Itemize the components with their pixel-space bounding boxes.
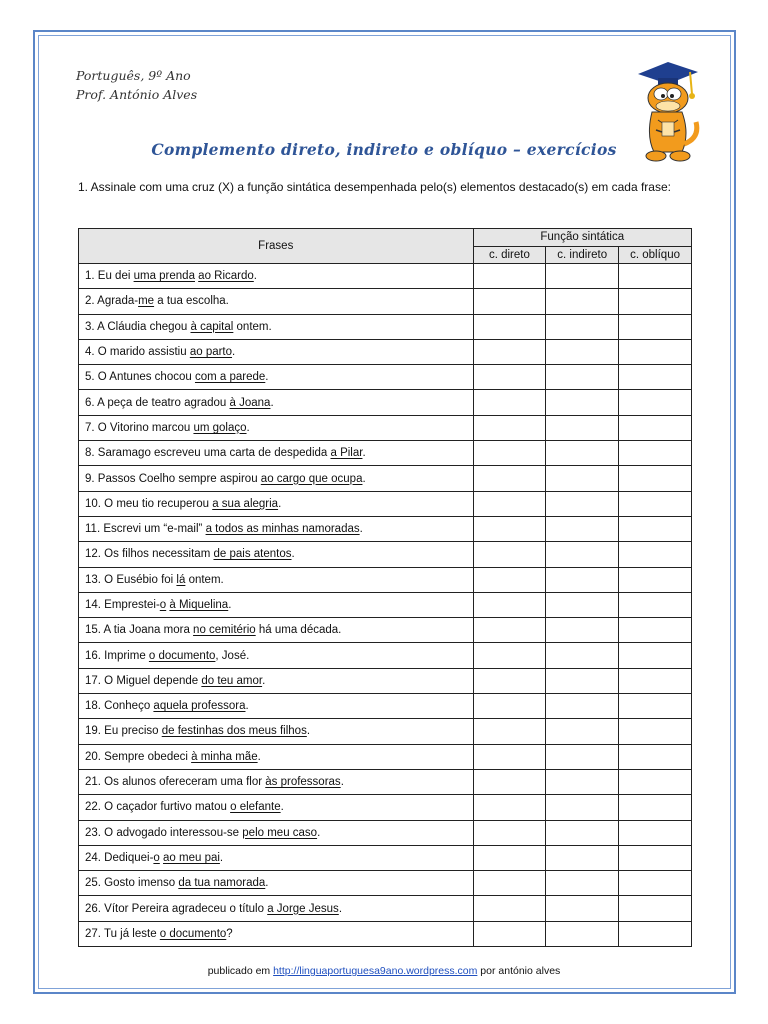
phrase-text: . bbox=[362, 447, 366, 460]
highlighted-element: um golaço bbox=[193, 421, 247, 434]
phrase-text: 1. Eu dei bbox=[85, 270, 134, 283]
phrase-text: 19. Eu preciso bbox=[85, 725, 162, 738]
answer-cell-c-indireto[interactable] bbox=[546, 516, 619, 541]
answer-cell-c-direto[interactable] bbox=[473, 592, 546, 617]
phrase-text: . bbox=[306, 725, 311, 738]
phrase-text: 8. Saramago escreveu uma carta de despedida bbox=[85, 447, 331, 460]
phrase-cell bbox=[79, 618, 474, 643]
table-row bbox=[79, 795, 692, 820]
highlighted-element: o bbox=[153, 851, 160, 864]
phrase-cell bbox=[79, 441, 474, 466]
phrase-text: 15. A tia Joana mora bbox=[85, 624, 194, 637]
phrase-cell bbox=[79, 896, 474, 921]
footer-suffix: por antónio alves bbox=[477, 965, 561, 977]
answer-cell-c-direto[interactable] bbox=[473, 744, 546, 769]
phrase-cell bbox=[79, 871, 474, 896]
answer-cell-c-obliquo[interactable] bbox=[619, 668, 692, 693]
answer-cell-c-indireto[interactable] bbox=[546, 542, 619, 567]
phrase-text: . bbox=[291, 548, 295, 561]
table-row bbox=[79, 441, 692, 466]
answer-cell-c-direto[interactable] bbox=[473, 415, 546, 440]
footer-prefix: publicado em bbox=[207, 965, 274, 977]
phrase-cell bbox=[79, 921, 474, 946]
answer-cell-c-obliquo[interactable] bbox=[619, 744, 692, 769]
answer-cell-c-obliquo[interactable] bbox=[619, 643, 692, 668]
table-row bbox=[79, 466, 692, 491]
phrase-text: 10. O meu tio recuperou bbox=[85, 497, 213, 510]
answer-cell-c-indireto[interactable] bbox=[546, 744, 619, 769]
answer-cell-c-direto[interactable] bbox=[473, 491, 546, 516]
highlighted-element: de festinhas dos meus filhos bbox=[161, 725, 307, 738]
answer-cell-c-indireto[interactable] bbox=[546, 769, 619, 794]
phrase-cell bbox=[79, 314, 474, 339]
table-row bbox=[79, 491, 692, 516]
answer-cell-c-indireto[interactable] bbox=[546, 390, 619, 415]
table-row bbox=[79, 264, 692, 289]
table-row bbox=[79, 820, 692, 845]
answer-cell-c-obliquo[interactable] bbox=[619, 491, 692, 516]
answer-cell-c-direto[interactable] bbox=[473, 694, 546, 719]
table-row bbox=[79, 643, 692, 668]
worksheet-title: Complemento direto, indireto e oblíquo – exercícios bbox=[151, 140, 617, 159]
phrase-cell bbox=[79, 845, 474, 870]
highlighted-element: da tua namorada bbox=[178, 877, 266, 890]
answer-cell-c-indireto[interactable] bbox=[546, 441, 619, 466]
table-row bbox=[79, 567, 692, 592]
answer-cell-c-obliquo[interactable] bbox=[619, 694, 692, 719]
phrase-text: 18. Conheço bbox=[85, 700, 154, 713]
phrase-text: . bbox=[245, 700, 249, 713]
answer-cell-c-indireto[interactable] bbox=[546, 871, 619, 896]
answer-cell-c-obliquo[interactable] bbox=[619, 896, 692, 921]
phrase-text: 3. A Cláudia chegou bbox=[85, 320, 191, 333]
answer-cell-c-obliquo[interactable] bbox=[619, 921, 692, 946]
highlighted-element: o documento bbox=[159, 927, 227, 940]
answer-cell-c-obliquo[interactable] bbox=[619, 845, 692, 870]
phrase-cell bbox=[79, 820, 474, 845]
highlighted-element: à capital bbox=[190, 320, 234, 333]
phrase-text: . bbox=[340, 776, 344, 789]
phrase-text: 9. Passos Coelho sempre aspirou bbox=[85, 472, 261, 485]
highlighted-element: do teu amor bbox=[201, 674, 263, 687]
phrase-text: 2. Agrada- bbox=[85, 295, 139, 308]
answer-cell-c-direto[interactable] bbox=[473, 264, 546, 289]
phrase-text: 16. Imprime bbox=[85, 649, 149, 662]
answer-cell-c-indireto[interactable] bbox=[546, 314, 619, 339]
table-row bbox=[79, 845, 692, 870]
highlighted-element: com a parede bbox=[194, 371, 266, 384]
phrase-text: 6. A peça de teatro agradou bbox=[85, 396, 230, 409]
highlighted-element: o bbox=[159, 599, 167, 611]
highlighted-element: a Pilar bbox=[330, 447, 363, 460]
phrase-text: 4. O marido assistiu bbox=[85, 346, 190, 359]
highlighted-element: me bbox=[138, 295, 155, 308]
phrase-text: ontem. bbox=[185, 573, 224, 586]
phrase-text: 5. O Antunes chocou bbox=[85, 371, 195, 384]
answer-cell-c-obliquo[interactable] bbox=[619, 592, 692, 617]
teacher-label: Prof. António Alves bbox=[76, 87, 198, 102]
answer-cell-c-direto[interactable] bbox=[473, 769, 546, 794]
answer-cell-c-indireto[interactable] bbox=[546, 694, 619, 719]
answer-cell-c-obliquo[interactable] bbox=[619, 719, 692, 744]
answer-cell-c-obliquo[interactable] bbox=[619, 314, 692, 339]
highlighted-element: ao Ricardo bbox=[198, 270, 254, 283]
answer-cell-c-obliquo[interactable] bbox=[619, 769, 692, 794]
answer-cell-c-direto[interactable] bbox=[473, 390, 546, 415]
table-row bbox=[79, 896, 692, 921]
answer-cell-c-direto[interactable] bbox=[473, 441, 546, 466]
table-row bbox=[79, 719, 692, 744]
answer-cell-c-obliquo[interactable] bbox=[619, 618, 692, 643]
phrase-text: ontem. bbox=[233, 320, 272, 333]
highlighted-element: às professoras bbox=[265, 776, 341, 789]
phrase-text: . bbox=[362, 472, 366, 485]
phrase-text: 20. Sempre obedeci bbox=[85, 750, 192, 763]
table-row bbox=[79, 415, 692, 440]
answer-cell-c-indireto[interactable] bbox=[546, 820, 619, 845]
highlighted-element: a Jorge Jesus bbox=[267, 902, 339, 915]
phrase-cell bbox=[79, 668, 474, 693]
answer-cell-c-indireto[interactable] bbox=[546, 845, 619, 870]
column-header-c-direto: c. direto bbox=[473, 246, 546, 264]
answer-cell-c-obliquo[interactable] bbox=[619, 365, 692, 390]
answer-cell-c-direto[interactable] bbox=[473, 542, 546, 567]
answer-cell-c-direto[interactable] bbox=[473, 466, 546, 491]
phrase-text: 7. O Vitorino marcou bbox=[85, 421, 194, 434]
phrase-text: . bbox=[257, 750, 261, 763]
phrase-cell bbox=[79, 769, 474, 794]
exercise-rows bbox=[79, 264, 692, 947]
highlighted-element: ao meu pai bbox=[163, 851, 220, 864]
table-row bbox=[79, 921, 692, 946]
answer-cell-c-indireto[interactable] bbox=[546, 567, 619, 592]
highlighted-element: pelo meu caso bbox=[242, 826, 318, 839]
course-label: Português, 9º Ano bbox=[76, 68, 191, 83]
exercise-table bbox=[78, 228, 692, 947]
answer-cell-c-obliquo[interactable] bbox=[619, 390, 692, 415]
phrase-cell bbox=[79, 466, 474, 491]
answer-cell-c-obliquo[interactable] bbox=[619, 264, 692, 289]
answer-cell-c-indireto[interactable] bbox=[546, 719, 619, 744]
highlighted-element: a todos as minhas namoradas bbox=[205, 523, 360, 536]
phrase-cell bbox=[79, 567, 474, 592]
phrase-text: 27. Tu já leste bbox=[85, 927, 160, 940]
table-row bbox=[79, 314, 692, 339]
answer-cell-c-obliquo[interactable] bbox=[619, 415, 692, 440]
phrase-cell bbox=[79, 744, 474, 769]
highlighted-element: à minha mãe bbox=[191, 750, 258, 763]
phrase-text: . bbox=[262, 674, 266, 687]
answer-cell-c-indireto[interactable] bbox=[546, 592, 619, 617]
highlighted-element: à Joana bbox=[229, 396, 271, 409]
answer-cell-c-obliquo[interactable] bbox=[619, 820, 692, 845]
answer-cell-c-indireto[interactable] bbox=[546, 896, 619, 921]
table-row bbox=[79, 694, 692, 719]
answer-cell-c-indireto[interactable] bbox=[546, 339, 619, 364]
answer-cell-c-direto[interactable] bbox=[473, 365, 546, 390]
answer-cell-c-direto[interactable] bbox=[473, 896, 546, 921]
answer-cell-c-obliquo[interactable] bbox=[619, 567, 692, 592]
answer-cell-c-obliquo[interactable] bbox=[619, 516, 692, 541]
answer-cell-c-obliquo[interactable] bbox=[619, 289, 692, 314]
phrase-cell bbox=[79, 694, 474, 719]
phrase-text: . bbox=[359, 523, 363, 536]
answer-cell-c-indireto[interactable] bbox=[546, 921, 619, 946]
table-row bbox=[79, 769, 692, 794]
phrase-cell bbox=[79, 719, 474, 744]
table-row bbox=[79, 618, 692, 643]
answer-cell-c-indireto[interactable] bbox=[546, 415, 619, 440]
phrase-cell bbox=[79, 264, 474, 289]
answer-cell-c-direto[interactable] bbox=[473, 719, 546, 744]
answer-cell-c-direto[interactable] bbox=[473, 643, 546, 668]
column-header-c-indireto: c. indireto bbox=[546, 246, 619, 264]
answer-cell-c-direto[interactable] bbox=[473, 668, 546, 693]
column-header-funcao-sintatica: Função sintática bbox=[473, 229, 692, 247]
phrase-text: 25. Gosto imenso bbox=[85, 877, 179, 890]
phrase-text: . bbox=[317, 826, 321, 839]
answer-cell-c-indireto[interactable] bbox=[546, 668, 619, 693]
exercise-instruction: 1. Assinale com uma cruz (X) a função sintática desempenhada pelo(s) elementos destacado(s) em cada frase: bbox=[78, 180, 671, 194]
column-header-c-obliquo: c. oblíquo bbox=[619, 246, 692, 264]
phrase-text: 24. Dediquei- bbox=[85, 851, 154, 864]
phrase-text: 23. O advogado interessou-se bbox=[85, 826, 243, 839]
phrase-text: 13. O Eusébio foi bbox=[85, 573, 177, 586]
column-header-frases: Frases bbox=[79, 229, 474, 264]
answer-cell-c-direto[interactable] bbox=[473, 314, 546, 339]
phrase-text: 17. O Miguel depende bbox=[85, 674, 202, 687]
highlighted-element: a sua alegria bbox=[212, 497, 279, 510]
phrase-text: . bbox=[232, 346, 236, 359]
highlighted-element: uma prenda bbox=[133, 270, 195, 283]
phrase-text: . bbox=[265, 877, 269, 890]
phrase-text: 11. Escrevi um “e-mail” bbox=[85, 523, 206, 536]
table-row bbox=[79, 592, 692, 617]
phrase-text: 26. Vítor Pereira agradeceu o título bbox=[85, 902, 268, 915]
phrase-text: . bbox=[219, 851, 224, 864]
phrase-text: a tua escolha. bbox=[154, 295, 229, 308]
phrase-text: há uma década. bbox=[255, 624, 342, 637]
footer bbox=[0, 965, 768, 977]
answer-cell-c-indireto[interactable] bbox=[546, 466, 619, 491]
phrase-text: . bbox=[253, 270, 257, 283]
table-row bbox=[79, 365, 692, 390]
table-row bbox=[79, 744, 692, 769]
phrase-text: 12. Os filhos necessitam bbox=[85, 548, 214, 561]
phrase-cell bbox=[79, 542, 474, 567]
answer-cell-c-direto[interactable] bbox=[473, 339, 546, 364]
highlighted-element: aquela professora bbox=[153, 700, 246, 713]
phrase-cell bbox=[79, 415, 474, 440]
phrase-text: . bbox=[265, 371, 269, 384]
phrase-text: . bbox=[338, 902, 343, 915]
answer-cell-c-obliquo[interactable] bbox=[619, 542, 692, 567]
answer-cell-c-obliquo[interactable] bbox=[619, 871, 692, 896]
table-row bbox=[79, 289, 692, 314]
footer-link[interactable]: http://linguaportuguesa9ano.wordpress.com bbox=[273, 965, 478, 977]
phrase-text: . bbox=[280, 801, 284, 814]
phrase-text: . bbox=[270, 396, 274, 409]
highlighted-element: o elefante bbox=[230, 801, 281, 814]
answer-cell-c-direto[interactable] bbox=[473, 795, 546, 820]
answer-cell-c-direto[interactable] bbox=[473, 871, 546, 896]
table-row bbox=[79, 668, 692, 693]
answer-cell-c-direto[interactable] bbox=[473, 567, 546, 592]
answer-cell-c-obliquo[interactable] bbox=[619, 466, 692, 491]
phrase-text: . bbox=[278, 497, 282, 510]
answer-cell-c-indireto[interactable] bbox=[546, 264, 619, 289]
phrase-cell bbox=[79, 491, 474, 516]
highlighted-element: de pais atentos bbox=[213, 548, 292, 561]
answer-cell-c-direto[interactable] bbox=[473, 921, 546, 946]
table-row bbox=[79, 390, 692, 415]
table-row bbox=[79, 516, 692, 541]
phrase-text: . bbox=[228, 599, 232, 611]
highlighted-element: lá bbox=[176, 573, 186, 586]
phrase-text: ? bbox=[226, 927, 233, 940]
answer-cell-c-indireto[interactable] bbox=[546, 289, 619, 314]
highlighted-element: ao cargo que ocupa bbox=[260, 472, 363, 485]
highlighted-element: à Miquelina bbox=[169, 599, 229, 611]
phrase-text: 21. Os alunos ofereceram uma flor bbox=[85, 776, 266, 789]
answer-cell-c-direto[interactable] bbox=[473, 820, 546, 845]
answer-cell-c-obliquo[interactable] bbox=[619, 441, 692, 466]
answer-cell-c-direto[interactable] bbox=[473, 618, 546, 643]
answer-cell-c-indireto[interactable] bbox=[546, 491, 619, 516]
answer-cell-c-indireto[interactable] bbox=[546, 618, 619, 643]
phrase-cell bbox=[79, 390, 474, 415]
phrase-text: . bbox=[246, 421, 250, 434]
phrase-cell bbox=[79, 365, 474, 390]
answer-cell-c-obliquo[interactable] bbox=[619, 795, 692, 820]
answer-cell-c-indireto[interactable] bbox=[546, 795, 619, 820]
phrase-text: 14. Emprestei- bbox=[85, 599, 160, 611]
table-row bbox=[79, 339, 692, 364]
answer-cell-c-direto[interactable] bbox=[473, 516, 546, 541]
answer-cell-c-obliquo[interactable] bbox=[619, 339, 692, 364]
highlighted-element: o documento bbox=[148, 649, 216, 662]
phrase-cell bbox=[79, 289, 474, 314]
phrase-cell bbox=[79, 592, 474, 617]
phrase-text: 22. O caçador furtivo matou bbox=[85, 801, 231, 814]
highlighted-element: ao parto bbox=[189, 346, 233, 359]
answer-cell-c-direto[interactable] bbox=[473, 845, 546, 870]
highlighted-element: no cemitério bbox=[193, 624, 256, 637]
phrase-cell bbox=[79, 643, 474, 668]
table-row bbox=[79, 542, 692, 567]
phrase-cell bbox=[79, 795, 474, 820]
phrase-cell bbox=[79, 516, 474, 541]
phrase-cell bbox=[79, 339, 474, 364]
phrase-text: , José. bbox=[215, 649, 250, 662]
answer-cell-c-direto[interactable] bbox=[473, 289, 546, 314]
answer-cell-c-indireto[interactable] bbox=[546, 365, 619, 390]
table-row bbox=[79, 871, 692, 896]
answer-cell-c-indireto[interactable] bbox=[546, 643, 619, 668]
